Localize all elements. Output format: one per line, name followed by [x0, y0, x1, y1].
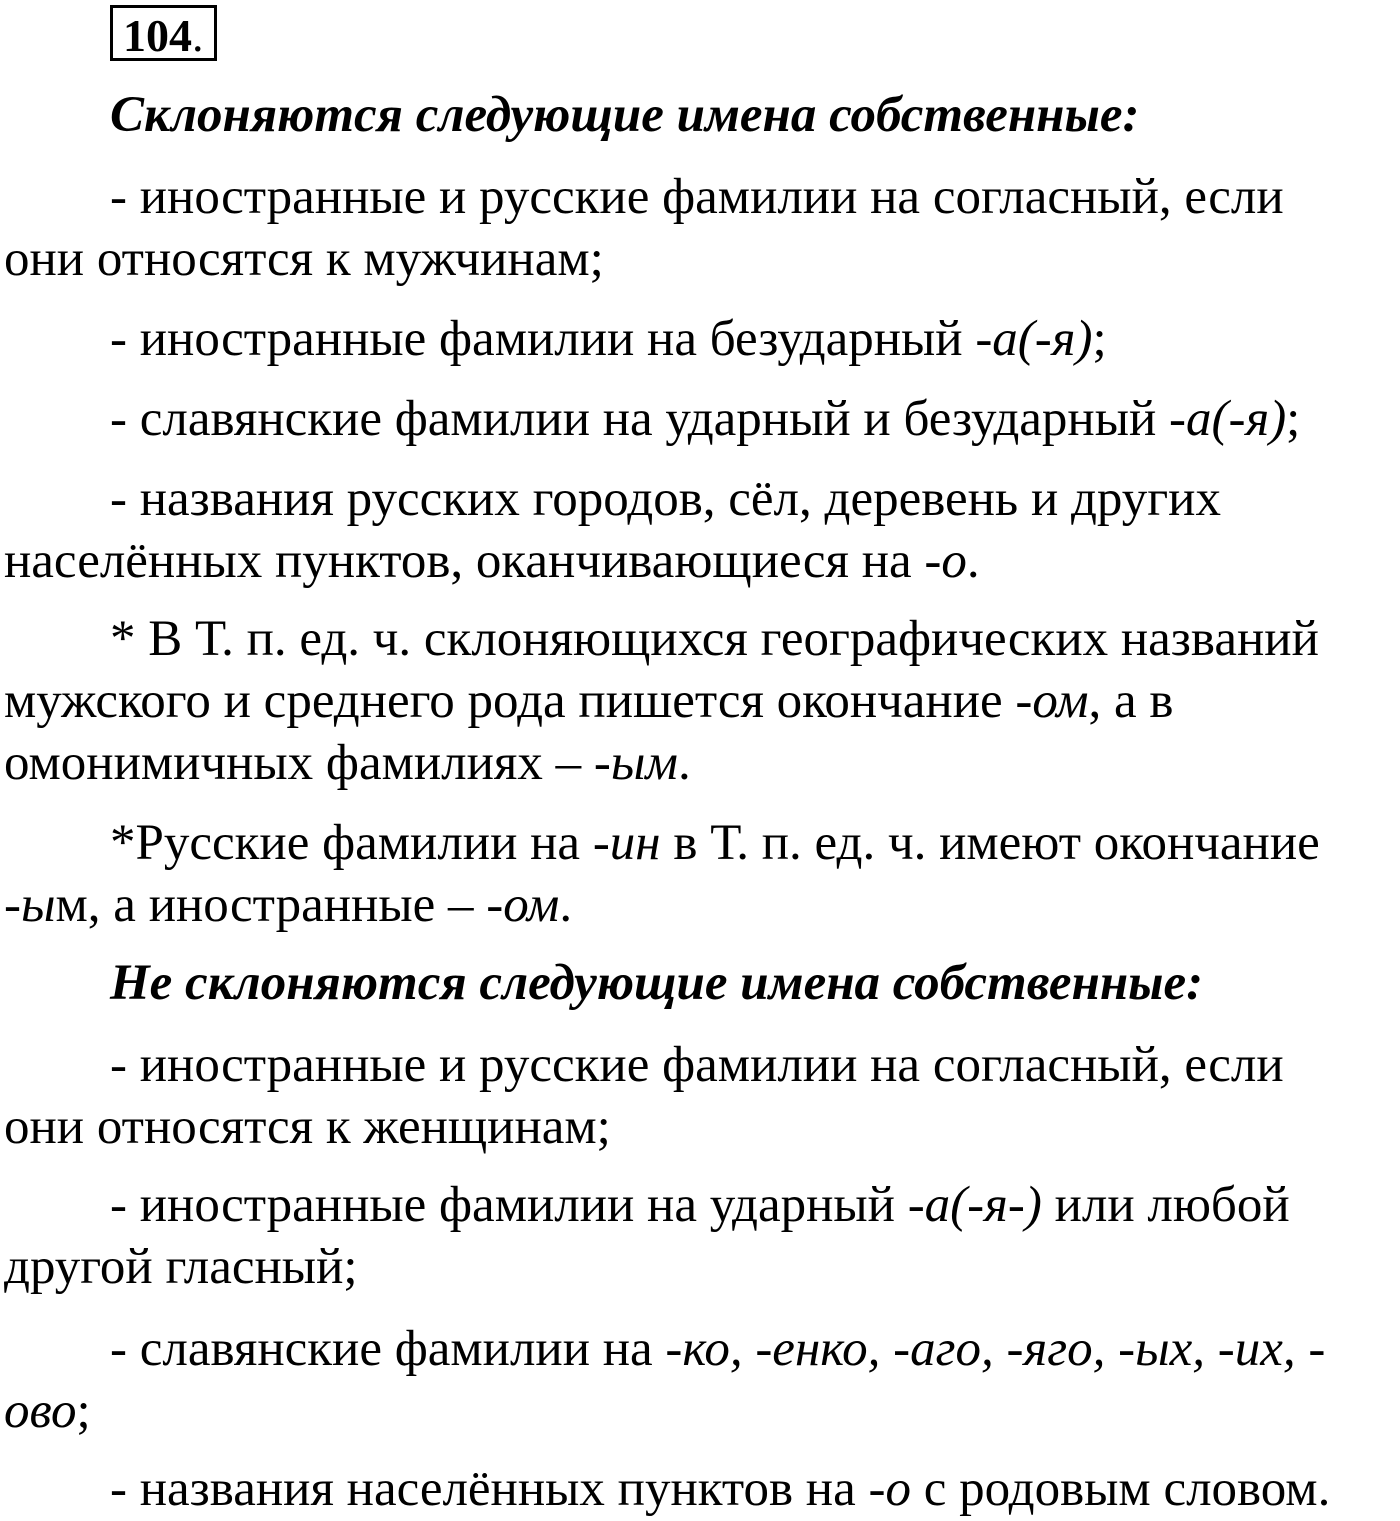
paragraph-8-line-1: [4, 1174, 1400, 1236]
paragraph-8: [4, 1174, 1400, 1298]
paragraph-2: [4, 308, 1400, 370]
paragraph-5-ending-om: -ом: [1015, 673, 1089, 729]
exercise-number: 104: [123, 10, 192, 61]
paragraph-7: [4, 1034, 1400, 1158]
paragraph-6-line-2: [4, 874, 1400, 936]
paragraph-2-text: - иностранные фамилии на безударный: [110, 311, 976, 367]
paragraph-1-line-2: они относятся к мужчинам;: [4, 231, 604, 287]
paragraph-7-line-2: они относятся к женщинам;: [4, 1099, 611, 1155]
paragraph-5-line-2-text: мужского и среднего рода пишется окончание: [4, 673, 1016, 729]
paragraph-4-line-1: - названия русских городов, сёл, деревень и других: [110, 471, 1221, 527]
paragraph-3-ending: -а(-я): [1169, 391, 1287, 447]
paragraph-4-punct: .: [966, 533, 980, 589]
paragraph-6-line-2-text: м, а иностранные –: [55, 877, 487, 933]
paragraph-5: [4, 608, 1400, 794]
paragraph-3-text: - славянские фамилии на ударный и безударный: [110, 391, 1170, 447]
paragraph-6-ending-in: -ин: [592, 815, 661, 871]
paragraph-3-punct: ;: [1286, 391, 1301, 447]
heading-declinable: Склоняются следующие имена собственные:: [110, 87, 1140, 143]
paragraph-9-line-1: [4, 1318, 1400, 1380]
paragraph-6-dash: -: [4, 877, 21, 933]
paragraph-4-line-2: [4, 530, 1400, 592]
paragraph-9-line-2: [4, 1380, 1400, 1442]
paragraph-9: [4, 1318, 1400, 1442]
paragraph-8-ending: -а(-я-): [907, 1177, 1042, 1233]
paragraph-3: [4, 388, 1400, 450]
paragraph-10: [4, 1458, 1400, 1520]
paragraph-5-ending-ym: -ым: [593, 735, 678, 791]
exercise-number-box: [110, 5, 217, 61]
paragraph-6-ending-om: -ом: [486, 877, 560, 933]
paragraph-10-end: с родовым словом.: [910, 1461, 1331, 1517]
paragraph-2-punct: ;: [1092, 311, 1107, 367]
paragraph-1-line-1: - иностранные и русские фамилии на согласный, если: [110, 169, 1284, 225]
paragraph-6-line-1-end: в Т. п. ед. ч. имеют окончание: [660, 815, 1320, 871]
paragraph-8-line-1-end: или любой: [1041, 1177, 1290, 1233]
paragraph-4-line-2-text: населённых пунктов, оканчивающиеся на: [4, 533, 925, 589]
paragraph-8-line-2: другой гласный;: [4, 1239, 358, 1295]
paragraph-2-ending: -а(-я): [975, 311, 1093, 367]
paragraph-5-line-3-text: омонимичных фамилиях –: [4, 735, 594, 791]
paragraph-9-punct: ;: [76, 1383, 91, 1439]
paragraph-8-line-1-text: - иностранные фамилии на ударный: [110, 1177, 908, 1233]
paragraph-6-line-1-text: *Русские фамилии на: [110, 815, 593, 871]
heading-indeclinable: Не склоняются следующие имена собственные:: [110, 955, 1204, 1011]
paragraph-9-endings: -ко, -енко, -аго, -яго, -ых, -их, -: [665, 1321, 1326, 1377]
paragraph-6-punct: .: [559, 877, 573, 933]
exercise-number-dot: .: [192, 10, 204, 61]
paragraph-10-text: - названия населённых пунктов на: [110, 1461, 869, 1517]
paragraph-6: [4, 812, 1400, 936]
paragraph-10-ending: -о: [868, 1461, 911, 1517]
paragraph-9-line-1-text: - славянские фамилии на: [110, 1321, 666, 1377]
paragraph-6-ending-y: ы: [20, 877, 56, 933]
paragraph-4: [4, 468, 1400, 592]
paragraph-1: [4, 166, 1400, 290]
paragraph-5-line-2: [4, 670, 1400, 732]
paragraph-9-ending-ovo: ово: [4, 1383, 77, 1439]
paragraph-5-line-2-end: , а в: [1088, 673, 1174, 729]
paragraph-4-ending: -о: [924, 533, 967, 589]
paragraph-5-line-3: [4, 732, 1400, 794]
paragraph-6-line-1: [4, 812, 1400, 874]
paragraph-7-line-1: - иностранные и русские фамилии на согласный, если: [110, 1037, 1284, 1093]
paragraph-5-line-1: * В Т. п. ед. ч. склоняющихся географических названий: [110, 611, 1319, 667]
paragraph-5-punct: .: [677, 735, 691, 791]
